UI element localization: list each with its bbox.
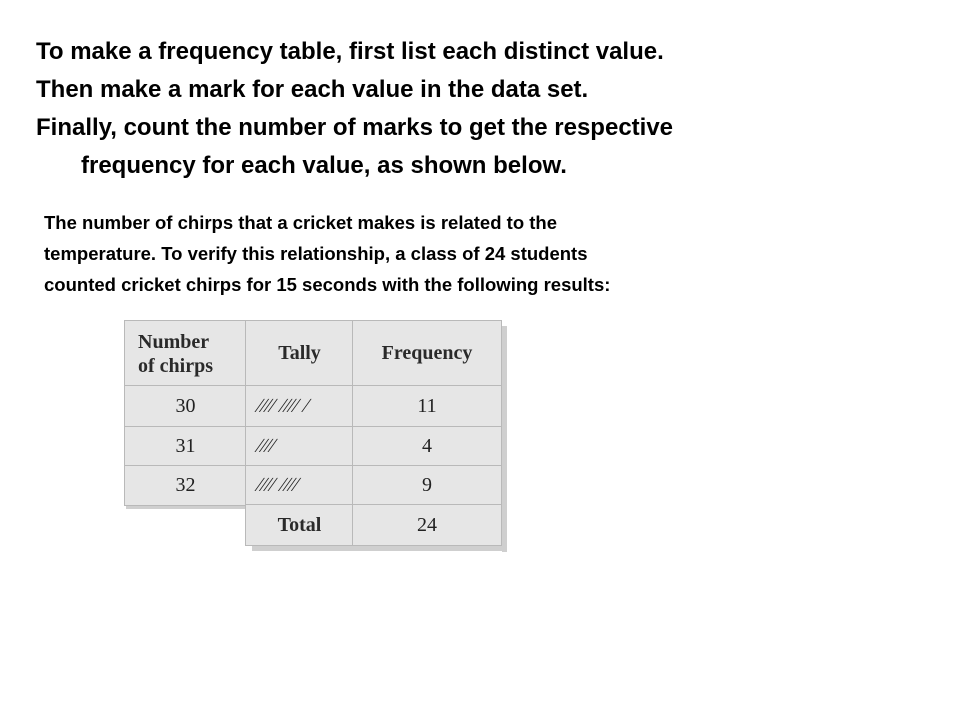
row-2-tally: ∕∕∕∕ [245, 426, 354, 467]
row-3-chirps: 32 [124, 465, 247, 506]
heading-line-3: Finally, count the number of marks to get the respective [36, 114, 674, 141]
table-shadow-right [502, 326, 507, 552]
heading-line-2: Then make a mark for each value in the data set. [36, 76, 589, 103]
row-1-frequency: 11 [352, 385, 502, 428]
heading-line-1: To make a frequency table, first list each distinct value. [36, 38, 664, 65]
header-tally: Tally [245, 320, 354, 387]
frequency-table [124, 320, 504, 550]
total-value: 24 [352, 504, 502, 546]
row-3-tally: ∕∕∕∕ ∕∕∕∕ [245, 465, 354, 506]
row-2-chirps: 31 [124, 426, 247, 467]
row-1-chirps: 30 [124, 385, 247, 428]
intro-line-3: counted cricket chirps for 15 seconds with the following results: [44, 274, 611, 295]
instruction-heading [36, 33, 936, 185]
header-number-of-chirps [124, 320, 247, 387]
intro-line-1: The number of chirps that a cricket makes is related to the [44, 212, 558, 233]
row-2-frequency: 4 [352, 426, 502, 467]
row-1-tally: ∕∕∕∕ ∕∕∕∕ ∕ [245, 385, 354, 428]
row-3-frequency: 9 [352, 465, 502, 506]
problem-statement [44, 207, 924, 300]
intro-line-2: temperature. To verify this relationship, a class of 24 students [44, 243, 588, 264]
header-frequency: Frequency [352, 320, 502, 387]
header-chirps-line-1: Number [138, 330, 210, 353]
table-shadow-bottom [252, 546, 507, 551]
total-label: Total [245, 504, 354, 546]
header-chirps-line-2: of chirps [138, 354, 213, 377]
heading-line-4: frequency for each value, as shown below. [81, 152, 567, 179]
